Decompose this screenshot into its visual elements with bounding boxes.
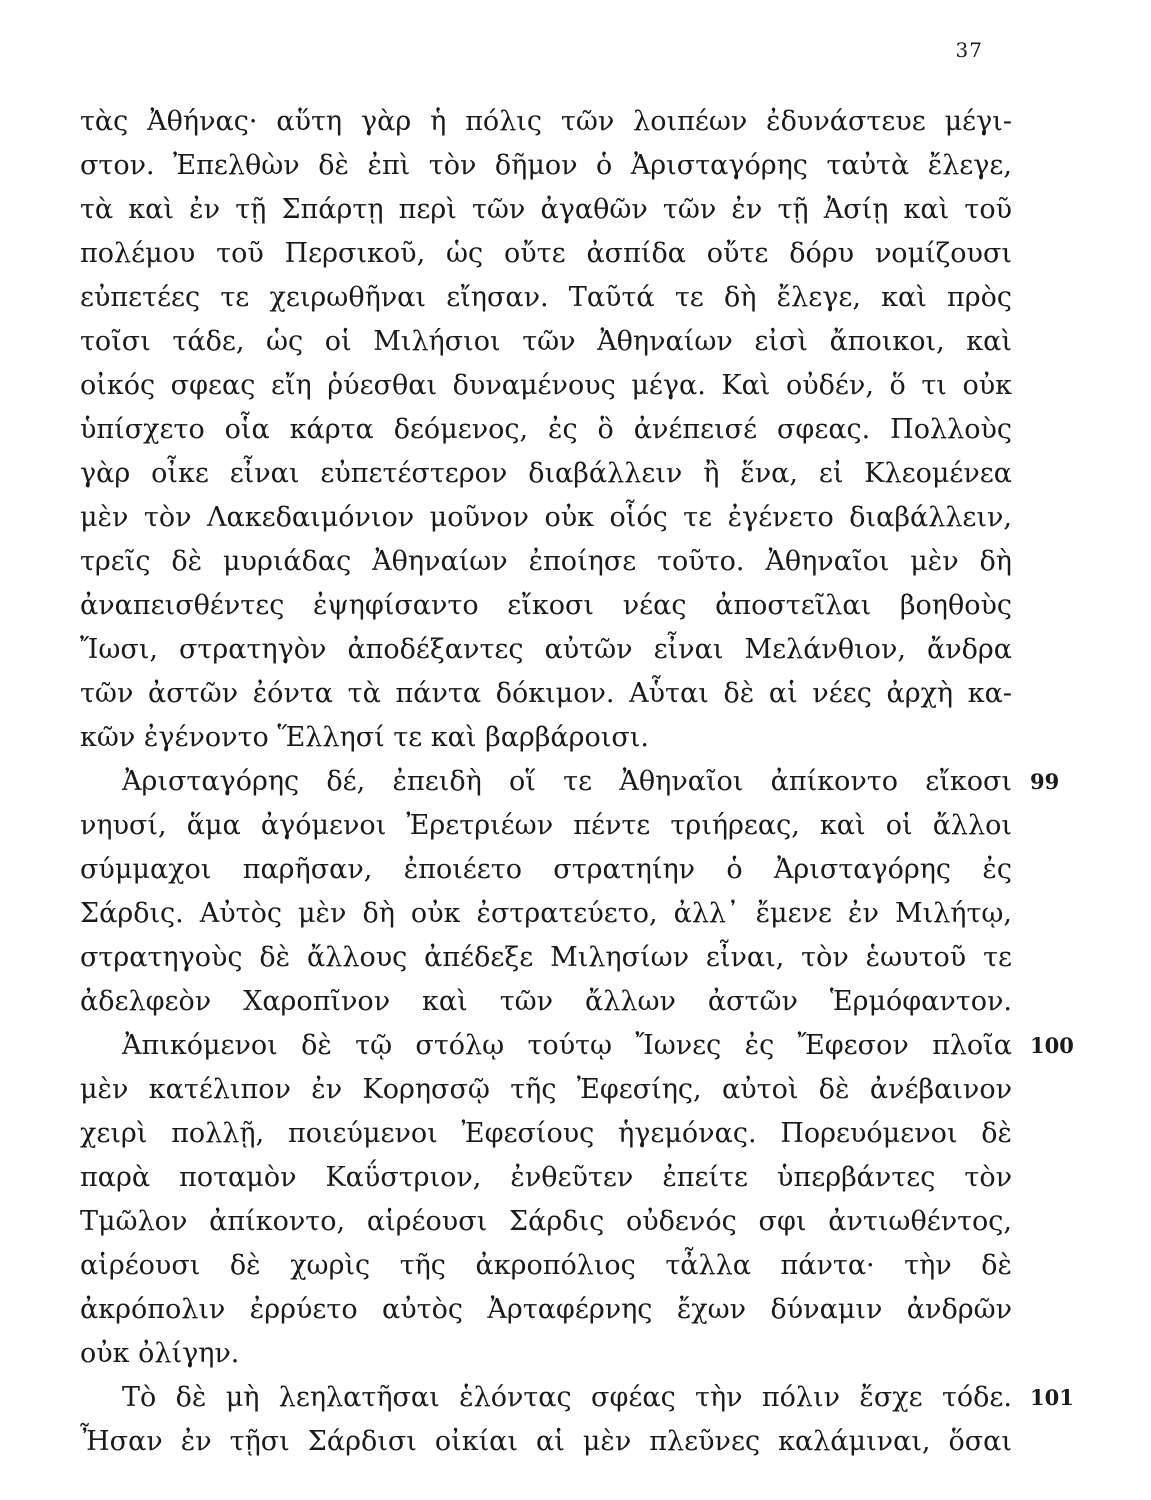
body-text: [80, 100, 1074, 1464]
text-line: [80, 716, 1012, 760]
text-line: [80, 1068, 1012, 1112]
text-line: [80, 584, 1012, 628]
text-line: [80, 892, 1012, 936]
text-line-content: γὰρ οἶκε εἶναι εὐπετέστερον διαβάλλειν ἢ ἕνα, εἰ Κλεομένεα: [80, 458, 1012, 489]
text-line: [80, 144, 1012, 188]
text-line: [80, 452, 1012, 496]
text-line: [80, 1376, 1074, 1420]
text-line: [80, 936, 1012, 980]
text-line-content: Τμῶλον ἀπίκοντο, αἱρέουσι Σάρδις οὐδενός σφι ἀντιωθέντος,: [80, 1206, 1012, 1237]
section-number: 101: [1030, 1385, 1074, 1410]
text-line-content: εὐπετέες τε χειρωθῆναι εἴησαν. Ταῦτά τε δὴ ἔλεγε, καὶ πρὸς: [80, 282, 1012, 313]
text-line: [80, 320, 1012, 364]
text-line: [80, 1288, 1012, 1332]
text-line: [80, 408, 1012, 452]
text-line-content: παρὰ ποταμὸν Καΰστριον, ἐνθεῦτεν ἐπείτε ὑπερβάντες τὸν: [80, 1162, 1012, 1193]
text-line-content: στρατηγοὺς δὲ ἄλλους ἀπέδεξε Μιλησίων εἶναι, τὸν ἑωυτοῦ τε: [80, 942, 1012, 973]
text-line-content: πολέμου τοῦ Περσικοῦ, ὡς οὔτε ἀσπίδα οὔτε δόρυ νομίζουσι: [80, 238, 1012, 269]
text-line: [80, 760, 1060, 804]
text-line: [80, 1332, 1012, 1376]
text-line-content: κῶν ἐγένοντο Ἕλλησί τε καὶ βαρβάροισι.: [80, 722, 649, 753]
text-line-content: ἀναπεισθέντες ἐψηφίσαντο εἴκοσι νέας ἀποστεῖλαι βοηθοὺς: [80, 590, 1012, 621]
text-line-content: Ἀρισταγόρης δέ, ἐπειδὴ οἵ τε Ἀθηναῖοι ἀπίκοντο εἴκοσι: [122, 766, 1012, 797]
text-line: [80, 628, 1012, 672]
text-line-content: νηυσί, ἅμα ἀγόμενοι Ἐρετριέων πέντε τριήρεας, καὶ οἱ ἄλλοι: [80, 810, 1012, 841]
section-number: 99: [1030, 769, 1060, 794]
text-line: [80, 1244, 1012, 1288]
text-line: [80, 1024, 1074, 1068]
text-line-content: στον. Ἐπελθὼν δὲ ἐπὶ τὸν δῆμον ὁ Ἀρισταγόρης ταὐτὰ ἔλεγε,: [80, 150, 1012, 181]
text-line: [80, 1156, 1012, 1200]
text-line-content: ὑπίσχετο οἷα κάρτα δεόμενος, ἐς ὃ ἀνέπεισέ σφεας. Πολλοὺς: [80, 414, 1012, 445]
text-line: [80, 364, 1012, 408]
text-line-content: χειρὶ πολλῇ, ποιεύμενοι Ἐφεσίους ἡγεμόνας. Πορευόμενοι δὲ: [80, 1118, 1012, 1149]
text-line-content: Τὸ δὲ μὴ λεηλατῆσαι ἑλόντας σφέας τὴν πόλιν ἔσχε τόδε.: [122, 1382, 1012, 1413]
text-line: [80, 276, 1012, 320]
text-line-content: μὲν κατέλιπον ἐν Κορησσῷ τῆς Ἐφεσίης, αὐτοὶ δὲ ἀνέβαινον: [80, 1074, 1012, 1105]
text-line-content: τρεῖς δὲ μυριάδας Ἀθηναίων ἐποίησε τοῦτο. Ἀθηναῖοι μὲν δὴ: [80, 546, 1012, 577]
text-line-content: οὐκ ὀλίγην.: [80, 1338, 240, 1369]
text-line: [80, 804, 1012, 848]
text-line: [80, 232, 1012, 276]
text-line: [80, 672, 1012, 716]
text-line: [80, 496, 1012, 540]
text-line-content: τοῖσι τάδε, ὡς οἱ Μιλήσιοι τῶν Ἀθηναίων εἰσὶ ἄποικοι, καὶ: [80, 326, 1012, 357]
text-line-content: σύμμαχοι παρῆσαν, ἐποιέετο στρατηίην ὁ Ἀρισταγόρης ἐς: [80, 854, 1012, 885]
text-line-content: τὰ καὶ ἐν τῇ Σπάρτῃ περὶ τῶν ἀγαθῶν τῶν ἐν τῇ Ἀσίῃ καὶ τοῦ: [80, 194, 1012, 225]
text-line: [80, 1420, 1012, 1464]
text-line: [80, 100, 1012, 144]
text-line: [80, 848, 1012, 892]
text-line-content: Ἀπικόμενοι δὲ τῷ στόλῳ τούτῳ Ἴωνες ἐς Ἔφεσον πλοῖα: [122, 1030, 1012, 1061]
text-line-content: οἰκός σφεας εἴη ῥύεσθαι δυναμένους μέγα. Καὶ οὐδέν, ὅ τι οὐκ: [80, 370, 1012, 401]
text-line: [80, 188, 1012, 232]
text-line-content: μὲν τὸν Λακεδαιμόνιον μοῦνον οὐκ οἷός τε ἐγένετο διαβάλλειν,: [80, 502, 1012, 533]
section-number: 100: [1030, 1033, 1074, 1058]
text-line: [80, 1112, 1012, 1156]
text-line-content: αἱρέουσι δὲ χωρὶς τῆς ἀκροπόλιος τἆλλα πάντα· τὴν δὲ: [80, 1250, 1012, 1281]
text-line: [80, 540, 1012, 584]
text-line-content: Σάρδις. Αὐτὸς μὲν δὴ οὐκ ἐστρατεύετο, ἀλλ᾽ ἔμενε ἐν Μιλήτῳ,: [80, 898, 1012, 929]
page-number: 37: [955, 38, 983, 62]
text-line-content: Ἴωσι, στρατηγὸν ἀποδέξαντες αὐτῶν εἶναι Μελάνθιον, ἄνδρα: [80, 634, 1012, 665]
text-line-content: ἀδελφεὸν Χαροπῖνον καὶ τῶν ἄλλων ἀστῶν Ἑρμόφαντον.: [80, 986, 1012, 1017]
text-line-content: τῶν ἀστῶν ἐόντα τὰ πάντα δόκιμον. Αὗται δὲ αἱ νέες ἀρχὴ κα-: [80, 678, 1012, 709]
text-line-content: Ἦσαν ἐν τῇσι Σάρδισι οἰκίαι αἱ μὲν πλεῦνες καλάμιναι, ὅσαι: [80, 1426, 1012, 1457]
text-line-content: ἀκρόπολιν ἐρρύετο αὐτὸς Ἀρταφέρνης ἔχων δύναμιν ἀνδρῶν: [80, 1294, 1012, 1325]
text-line: [80, 980, 1012, 1024]
text-line: [80, 1200, 1012, 1244]
text-line-content: τὰς Ἀθήνας· αὕτη γὰρ ἡ πόλις τῶν λοιπέων ἐδυνάστευε μέγι-: [80, 106, 1012, 137]
